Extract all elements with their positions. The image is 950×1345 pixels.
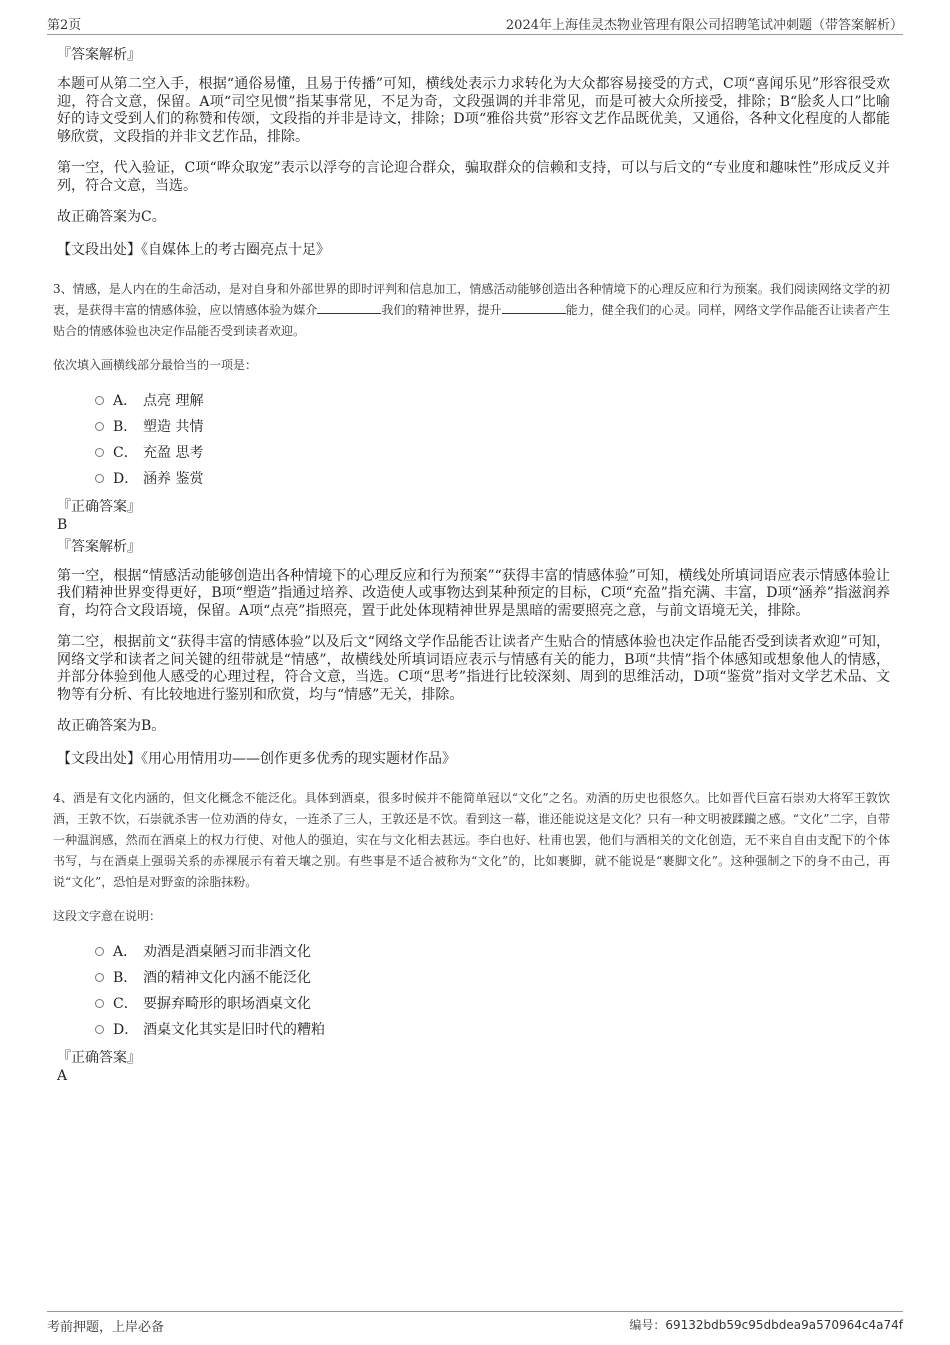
analysis-paragraph: 第一空，代入验证，C项“哗众取宠”表示以浮夸的言论迎合群众，骗取群众的信赖和支持，可以与后文的“专业度和趣味性”形成反义并列，符合文意，当选。 [57,160,890,194]
page-header [47,12,903,35]
radio-icon[interactable] [95,999,104,1008]
radio-icon[interactable] [95,474,104,483]
document-serial: 编号：69132bdb59c95dbdea9a570964c4a74f [629,1318,903,1332]
question-4-text: 4、酒是有文化内涵的，但文化概念不能泛化。具体到酒桌，很多时候并不能简单冠以“文化”之名。劝酒的历史也很悠久。比如晋代巨富石崇劝大将军王敦饮酒，王敦不饮，石崇就杀害一位劝酒的侍女，一连杀了三人，王敦还是不饮。看到这一幕，谁还能说这是文化？只有一种文明被蹂躏之感。“文化”二字，自带一种温润感，然而在酒桌上的权力行使、对他人的强迫，实在与文化相去甚远。李白也好、杜甫也罢，他们与酒相关的文化创造，无不来自自由支配下的个体书写，与在酒桌上强弱关系的赤裸展示有着天壤之别。有些事是不适合被称为“文化”的，比如裹脚，就不能说是“裹脚文化”。这种强制之下的身不由己，再说“文化”，恐怕是对野蛮的涂脂抹粉。 [53,790,890,889]
analysis-conclusion: 故正确答案为B。 [57,718,166,734]
option-b[interactable]: B． 塑造 共情 [95,414,890,440]
radio-icon[interactable] [95,396,104,405]
radio-icon[interactable] [95,947,104,956]
option-c[interactable]: C． 充盈 思考 [95,440,890,466]
question-4-prompt: 这段文字意在说明： [53,908,162,923]
radio-icon[interactable] [95,448,104,457]
answer-blank [317,301,381,314]
correct-answer-value: B [57,516,68,533]
answer-blank [502,301,566,314]
analysis-paragraph: 本题可从第二空入手，根据“通俗易懂，且易于传播”可知，横线处表示力求转化为大众都容易接受的方式，C项“喜闻乐见”形容很受欢迎，符合文意，保留。A项“司空见惯”指某事常见，不足为奇，文段强调的并非常见，而是可被大众所接受，排除；B“脍炙人口”比喻好的诗文受到人们的称赞和传颂，文段指的并非是诗文，排除；D项“雅俗共赏”形容文艺作品既优美，又通俗，各种文化程度的人都能够欣赏，文段指的并非文艺作品，排除。 [57,76,890,145]
question-3-options [95,388,890,492]
document-body [53,46,890,1089]
source-citation: 【文段出处】《自媒体上的考古圈亮点十足》 [57,241,330,258]
question-3-text: 3、情感，是人内在的生命活动，是对自身和外部世界的即时评判和信息加工，情感活动能够创造出各种情境下的心理反应和行为预案。我们阅读网络文学的初衷，是获得丰富的情感体验，应以情感体验为媒介 我们的精神世界，提升 能力，健全我们的心灵。同样，网络文学作品能否让读者产生贴合的情感体验也决定作品能否受到读者欢迎。 [53,281,890,338]
radio-icon[interactable] [95,422,104,431]
radio-icon[interactable] [95,1025,104,1034]
document-title: 2024年上海佳灵杰物业管理有限公司招聘笔试冲刺题（带答案解析） [505,18,903,33]
footer-slogan: 考前押题，上岸必备 [47,1320,165,1335]
analysis-paragraph: 第一空，根据“情感活动能够创造出各种情境下的心理反应和行为预案”“获得丰富的情感体验”可知，横线处所填词语应表示情感体验让我们精神世界变得更好，B项“塑造”指通过培养、改造使人或事物达到某种预定的目标，C项“充盈”指充满、丰富，D项“涵养”指滋润养育，均符合文段语境，保留。A项“点亮”指照亮，置于此处体现精神世界是黑暗的需要照亮之意，与前文语境无关，排除。 [57,567,890,619]
analysis-conclusion: 故正确答案为C。 [57,209,166,225]
option-a[interactable]: A． 点亮 理解 [95,388,890,414]
page-number: 第2页 [47,18,82,33]
correct-answer-heading: 『正确答案』 [57,498,141,515]
analysis-heading: 『答案解析』 [57,47,141,63]
correct-answer-heading: 『正确答案』 [57,1049,141,1066]
option-a[interactable]: A． 劝酒是酒桌陋习而非酒文化 [95,939,890,965]
radio-icon[interactable] [95,973,104,982]
question-3-prompt: 依次填入画横线部分最恰当的一项是： [53,357,258,372]
source-citation: 【文段出处】《用心用情用功——创作更多优秀的现实题材作品》 [57,750,456,767]
option-d[interactable]: D． 酒桌文化其实是旧时代的糟粕 [95,1017,890,1043]
question-4-options [95,939,890,1043]
analysis-paragraph: 第二空，根据前文“获得丰富的情感体验”以及后文“网络文学作品能否让读者产生贴合的情感体验也决定作品能否受到读者欢迎”可知，网络文学和读者之间关键的纽带就是“情感”，故横线处所填词语应表示与情感有关的能力，B项“共情”指个体感知或想象他人的情感，并部分体验到他人感受的心理过程，符合文意，当选。C项“思考”指进行比较深刻、周到的思维活动，D项“鉴赏”指对文学艺术品、文物等有分析、有比较地进行鉴别和欣赏，均与“情感”无关，排除。 [57,634,890,703]
page-footer [47,1311,903,1334]
option-d[interactable]: D． 涵养 鉴赏 [95,466,890,492]
option-c[interactable]: C． 要摒弃畸形的职场酒桌文化 [95,991,890,1017]
option-b[interactable]: B． 酒的精神文化内涵不能泛化 [95,965,890,991]
correct-answer-value: A [57,1067,68,1084]
analysis-heading: 『答案解析』 [57,538,141,555]
